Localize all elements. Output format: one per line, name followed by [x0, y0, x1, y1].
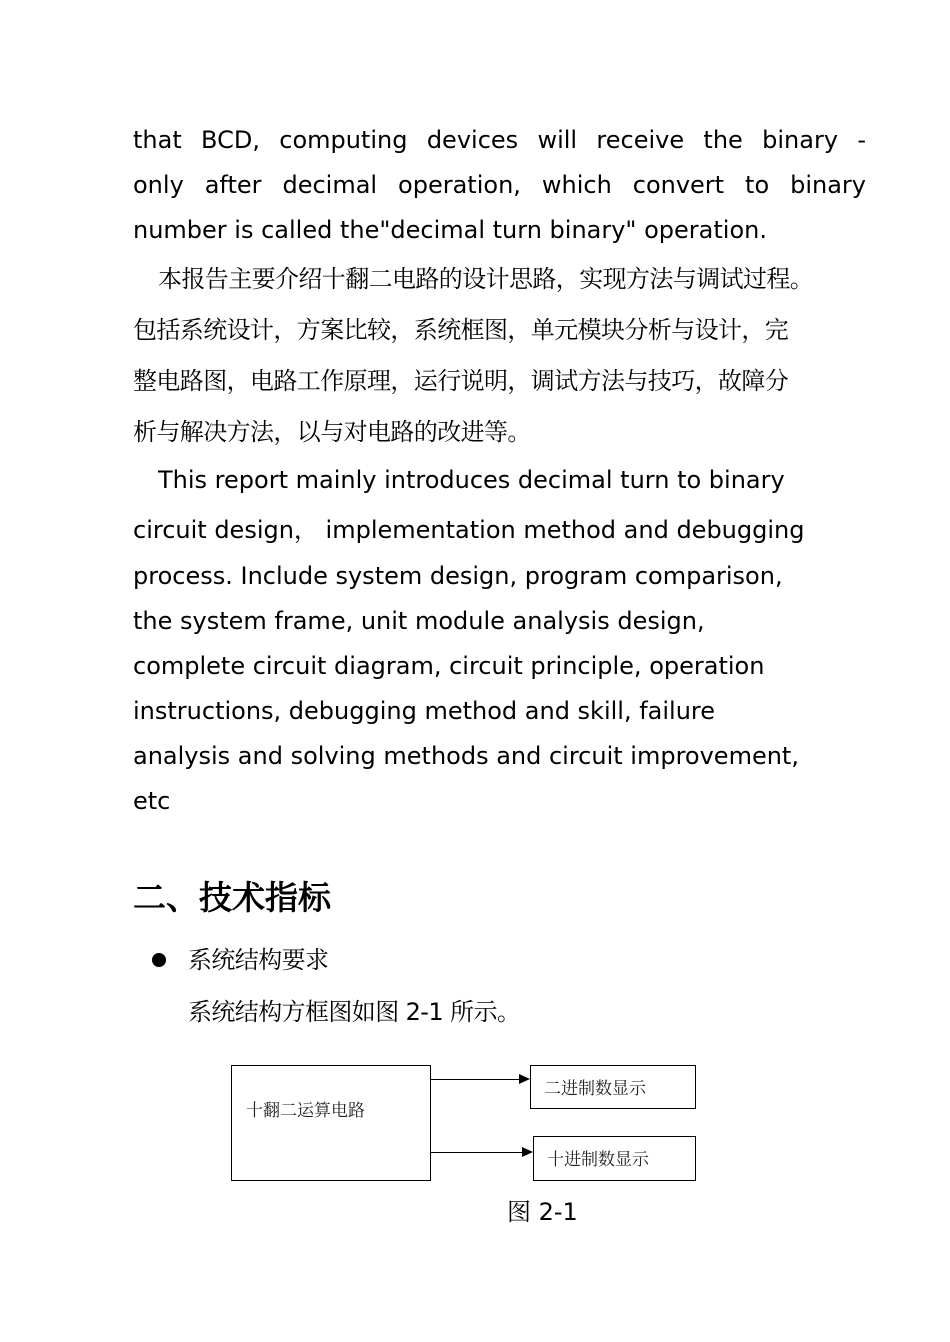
paragraph-cn-line-1: 本报告主要介绍十翻二电路的设计思路，实现方法与调试过程。: [158, 265, 814, 293]
paragraph-en-2-line-4: the system frame, unit module analysis design,: [133, 607, 705, 635]
paragraph-cn-line-2: 包括系统设计，方案比较，系统框图，单元模块分析与设计，完: [133, 316, 789, 344]
paragraph-en-1-line-2: only after decimal operation, which convert to binary: [133, 171, 866, 199]
decimal-display-block: [533, 1136, 696, 1181]
bullet-icon: [152, 953, 166, 967]
paragraph-en-2-line-3: process. Include system design, program comparison,: [133, 562, 783, 590]
paragraph-en-2-line-7: analysis and solving methods and circuit improvement,: [133, 742, 799, 770]
paragraph-cn-line-3: 整电路图，电路工作原理，运行说明，调试方法与技巧，故障分: [133, 367, 789, 395]
arrow-to-decimal: [431, 1152, 531, 1153]
main-block: [231, 1065, 431, 1181]
paragraph-cn-line-4: 析与解决方法，以与对电路的改进等。: [133, 418, 531, 446]
decimal-display-label: 十进制数显示: [547, 1150, 649, 1170]
bullet-item-label: 系统结构要求: [188, 946, 329, 974]
paragraph-en-2-line-1: This report mainly introduces decimal turn to binary: [158, 466, 785, 494]
paragraph-en-2-line-5: complete circuit diagram, circuit principle, operation: [133, 652, 765, 680]
binary-display-label: 二进制数显示: [544, 1079, 646, 1099]
paragraph-en-2-line-6: instructions, debugging method and skill, failure: [133, 697, 716, 725]
paragraph-en-1-line-1: that BCD, computing devices will receive the binary -: [133, 126, 866, 154]
bullet-description: 系统结构方框图如图 2-1 所示。: [188, 998, 521, 1026]
paragraph-en-1-line-3: number is called the"decimal turn binary" operation.: [133, 216, 767, 244]
main-block-label: 十翻二运算电路: [246, 1101, 365, 1121]
figure-caption: 图 2-1: [507, 1198, 578, 1226]
binary-display-block: [530, 1065, 696, 1109]
section-heading: 二、技术指标: [133, 878, 331, 917]
paragraph-en-2-line-2: circuit design， implementation method and debugging: [133, 516, 805, 544]
arrow-to-binary: [431, 1079, 528, 1080]
paragraph-en-2-line-8: etc: [133, 787, 171, 815]
